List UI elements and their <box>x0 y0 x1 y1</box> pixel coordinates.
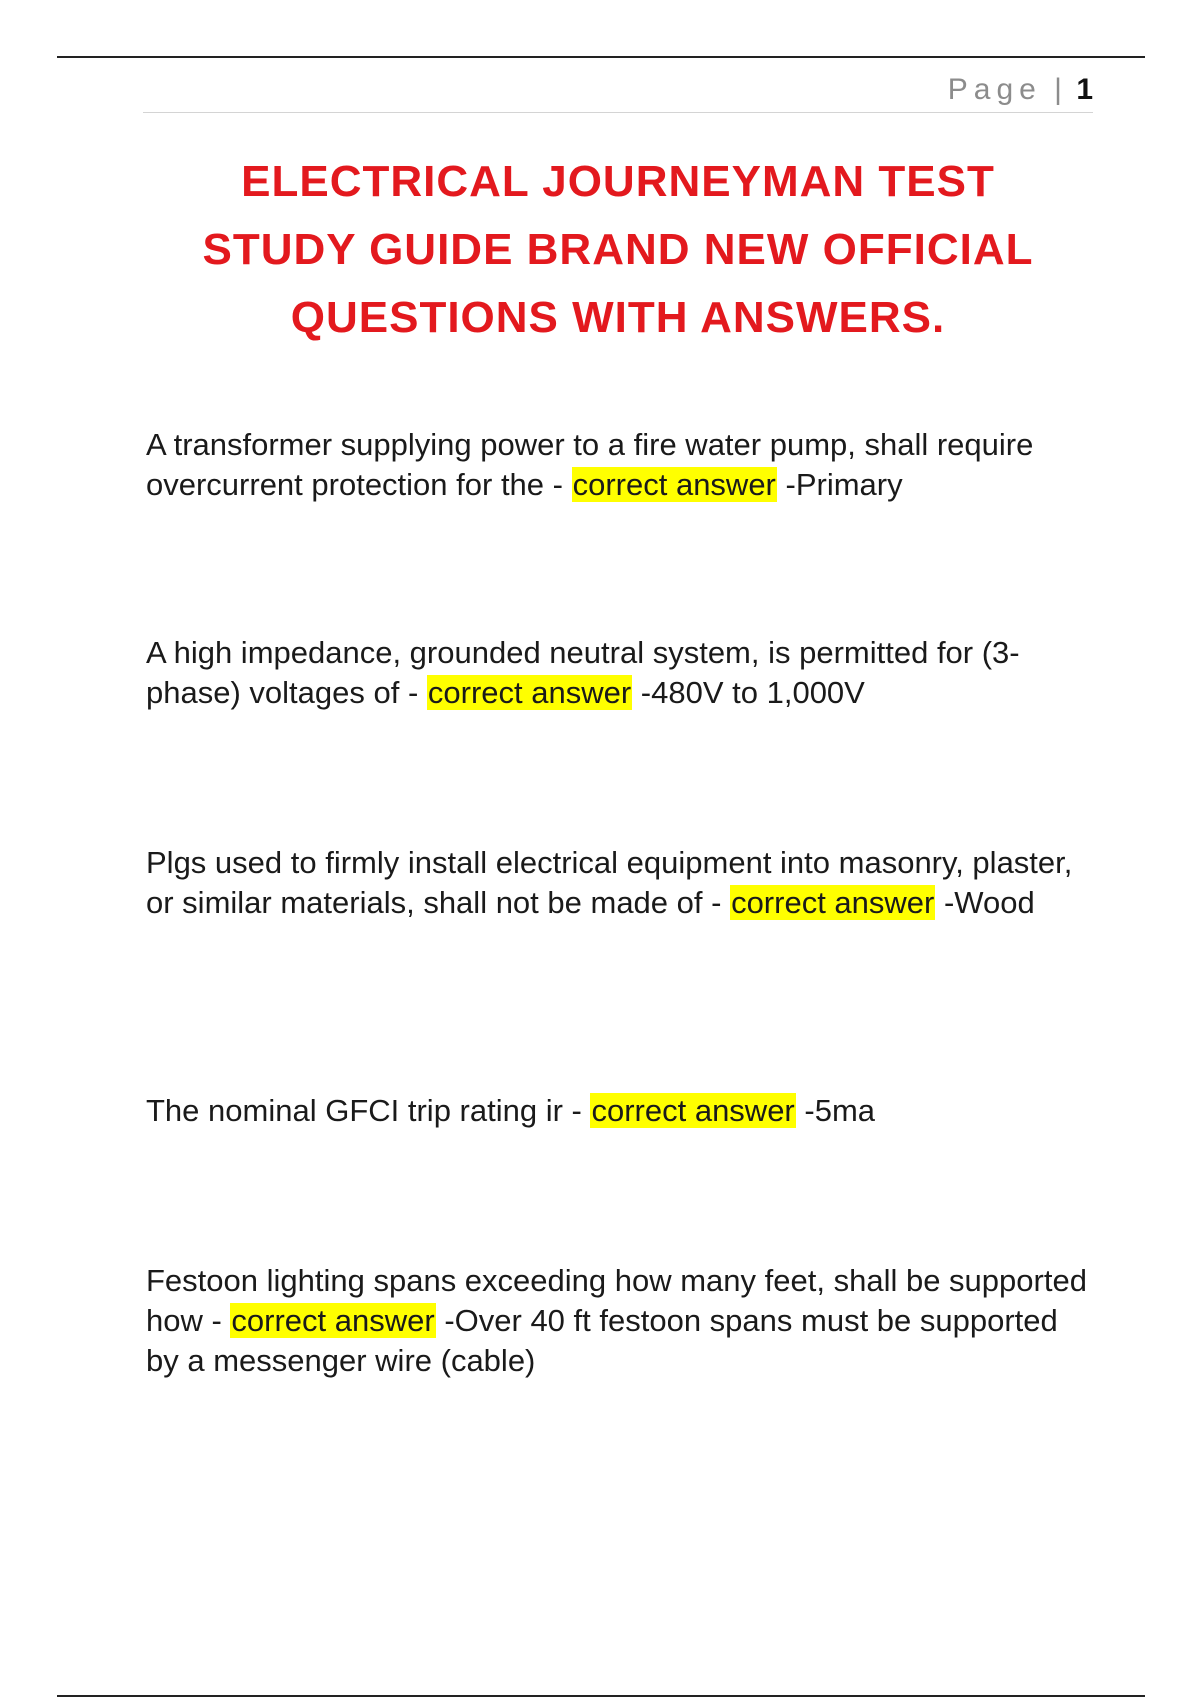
answer-text: -480V to 1,000V <box>632 675 865 710</box>
answer-marker: correct answer <box>231 1303 435 1338</box>
answer-marker: correct answer <box>427 675 632 710</box>
qa-item-2 <box>146 633 1096 713</box>
answer-marker: correct answer <box>591 1093 795 1128</box>
question-text: A high impedance, grounded neutral system, is permitted for (3-phase) voltages of - <box>146 635 1020 710</box>
answer-text: -Wood <box>935 885 1035 920</box>
answer-text: -Over 40 ft festoon spans must be supported by a messenger wire (cable) <box>146 1303 1058 1378</box>
answer-text: -5ma <box>795 1093 876 1128</box>
document-title <box>143 148 1093 352</box>
question-text: Plgs used to firmly install electrical equipment into masonry, plaster, or similar materials, shall not be made of - <box>146 845 1073 920</box>
title-line-3: QUESTIONS WITH ANSWERS. <box>290 293 946 342</box>
page-separator: | <box>1054 73 1062 106</box>
qa-item-1 <box>146 425 1096 505</box>
answer-marker: correct answer <box>572 467 776 502</box>
qa-item-4 <box>146 1091 1096 1131</box>
answer-text: -Primary <box>776 467 903 502</box>
page-label: Page <box>947 73 1042 106</box>
question-text: A transformer supplying power to a fire water pump, shall require overcurrent protection for the - <box>146 427 1034 502</box>
qa-item-3 <box>146 843 1096 923</box>
title-line-1: ELECTRICAL JOURNEYMAN TEST <box>241 157 995 206</box>
question-text: The nominal GFCI trip rating ir - <box>146 1093 591 1128</box>
bottom-rule <box>57 1695 1145 1697</box>
page-header <box>143 68 1093 113</box>
title-line-2: STUDY GUIDE BRAND NEW OFFICIAL <box>202 225 1034 274</box>
answer-marker: correct answer <box>731 885 935 920</box>
question-text: Festoon lighting spans exceeding how many feet, shall be supported how - <box>146 1263 1087 1338</box>
qa-item-5 <box>146 1261 1096 1381</box>
top-rule <box>57 56 1145 58</box>
page-number: 1 <box>1076 73 1093 106</box>
